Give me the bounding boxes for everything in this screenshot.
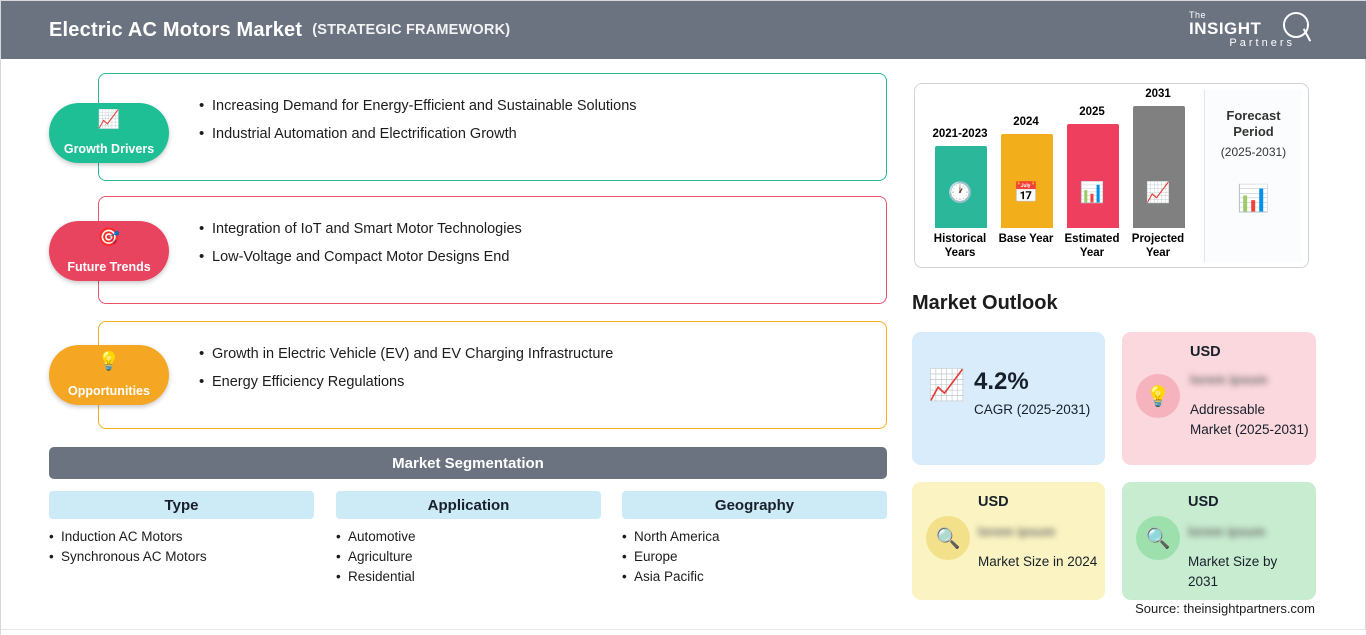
future-trends-panel xyxy=(98,196,887,304)
future-trends-badge xyxy=(49,221,169,281)
forecast-label-0: Historical Years xyxy=(933,233,987,259)
page-title: Electric AC Motors Market xyxy=(49,18,303,41)
target-icon: 🎯 xyxy=(97,227,121,247)
list-item: • Asia Pacific xyxy=(622,567,720,587)
future-trends-list xyxy=(99,197,886,271)
bar-chart-up-icon: 📈 xyxy=(97,109,121,129)
brand-logo xyxy=(1189,10,1309,52)
logo-line-3: Partners xyxy=(1229,37,1295,49)
bottom-strip xyxy=(1,629,1366,635)
list-item: • Agriculture xyxy=(336,547,416,567)
lightbulb-idea-icon: 💡 xyxy=(97,351,121,371)
opportunities-panel xyxy=(98,321,887,429)
segmentation-header-application: Application xyxy=(336,491,601,519)
forecast-card xyxy=(914,83,1309,268)
page-subtitle: (STRATEGIC FRAMEWORK) xyxy=(312,22,511,38)
logo-line-1: The xyxy=(1189,10,1207,20)
addressable-caption: Addressable Market (2025-2031) xyxy=(1190,402,1309,437)
outlook-card-market-size-2024 xyxy=(912,482,1105,600)
size2031-caption: Market Size by 2031 xyxy=(1188,554,1278,589)
opportunities-list xyxy=(99,322,886,396)
history-clock-icon: 🕐 xyxy=(947,182,973,204)
badge-label: Growth Drivers xyxy=(63,142,155,156)
list-item: • Growth in Electric Vehicle (EV) and EV Charging Infrastructure xyxy=(199,340,886,368)
magnifier-dollar-green-icon: 🔍 xyxy=(1136,516,1180,560)
badge-label: Opportunities xyxy=(68,384,150,398)
forecast-year-1: 2024 xyxy=(1013,116,1039,128)
forecast-period-range: (2025-2031) xyxy=(1220,145,1287,159)
market-segmentation-title: Market Segmentation xyxy=(49,447,887,479)
list-item: • Automotive xyxy=(336,527,416,547)
forecast-year-3: 2031 xyxy=(1145,88,1171,100)
growth-drivers-panel xyxy=(98,73,887,181)
cagr-value: 4.2% xyxy=(974,368,1029,395)
page-header xyxy=(1,1,1366,59)
analytics-presentation-icon: 📊 xyxy=(1237,183,1270,213)
list-item: • Europe xyxy=(622,547,720,567)
addressable-value-blurred: lorem ipsum xyxy=(1190,372,1268,387)
forecast-label-2: Estimated Year xyxy=(1064,233,1120,259)
growth-drivers-list xyxy=(99,74,886,148)
cagr-caption: CAGR (2025-2031) xyxy=(974,402,1091,417)
forecast-period-box xyxy=(1204,90,1302,262)
projection-icon: 📈 xyxy=(1145,182,1171,204)
outlook-card-market-size-2031 xyxy=(1122,482,1316,600)
segmentation-list-application xyxy=(336,527,416,587)
list-item: • Integration of IoT and Smart Motor Technologies xyxy=(199,215,886,243)
outlook-card-cagr xyxy=(912,332,1105,465)
outlook-card-addressable-market xyxy=(1122,332,1316,465)
list-item: • North America xyxy=(622,527,720,547)
lightbulb-dollar-icon: 💡 xyxy=(1136,374,1180,418)
segmentation-header-type: Type xyxy=(49,491,314,519)
forecast-bar-3 xyxy=(1133,106,1185,228)
list-item: • Synchronous AC Motors xyxy=(49,547,207,567)
forecast-label-1: Base Year xyxy=(998,233,1054,245)
growth-drivers-badge xyxy=(49,103,169,163)
forecast-bar-2 xyxy=(1067,124,1119,228)
list-item: • Residential xyxy=(336,567,416,587)
size2024-currency: USD xyxy=(978,494,1009,510)
segmentation-list-geography xyxy=(622,527,720,587)
size2024-caption: Market Size in 2024 xyxy=(978,554,1098,569)
bar-chart-icon: 📈 xyxy=(928,369,966,402)
logo-circle-icon xyxy=(1283,12,1309,38)
estimate-chart-icon: 📊 xyxy=(1079,182,1105,204)
source-text: Source: theinsightpartners.com xyxy=(1135,601,1315,616)
market-outlook-title: Market Outlook xyxy=(912,292,1058,314)
segmentation-list-type xyxy=(49,527,207,567)
addressable-currency: USD xyxy=(1190,344,1221,360)
calendar-icon: 📅 xyxy=(1013,182,1039,204)
logo-line-2: INSIGHT xyxy=(1189,19,1262,38)
badge-label: Future Trends xyxy=(67,260,151,274)
list-item: • Induction AC Motors xyxy=(49,527,207,547)
size2031-value-blurred: lorem ipsum xyxy=(1188,524,1266,539)
forecast-year-2: 2025 xyxy=(1079,106,1105,118)
forecast-period-title: Forecast Period xyxy=(1226,108,1281,139)
opportunities-badge xyxy=(49,345,169,405)
size2024-value-blurred: lorem ipsum xyxy=(978,524,1056,539)
magnifier-dollar-icon: 🔍 xyxy=(926,516,970,560)
list-item: • Industrial Automation and Electrification Growth xyxy=(199,120,886,148)
list-item: • Energy Efficiency Regulations xyxy=(199,368,886,396)
size2031-currency: USD xyxy=(1188,494,1219,510)
list-item: • Low-Voltage and Compact Motor Designs End xyxy=(199,243,886,271)
list-item: • Increasing Demand for Energy-Efficient and Sustainable Solutions xyxy=(199,92,886,120)
segmentation-header-geography: Geography xyxy=(622,491,887,519)
forecast-year-0: 2021-2023 xyxy=(932,128,988,140)
forecast-label-3: Projected Year xyxy=(1131,233,1185,259)
